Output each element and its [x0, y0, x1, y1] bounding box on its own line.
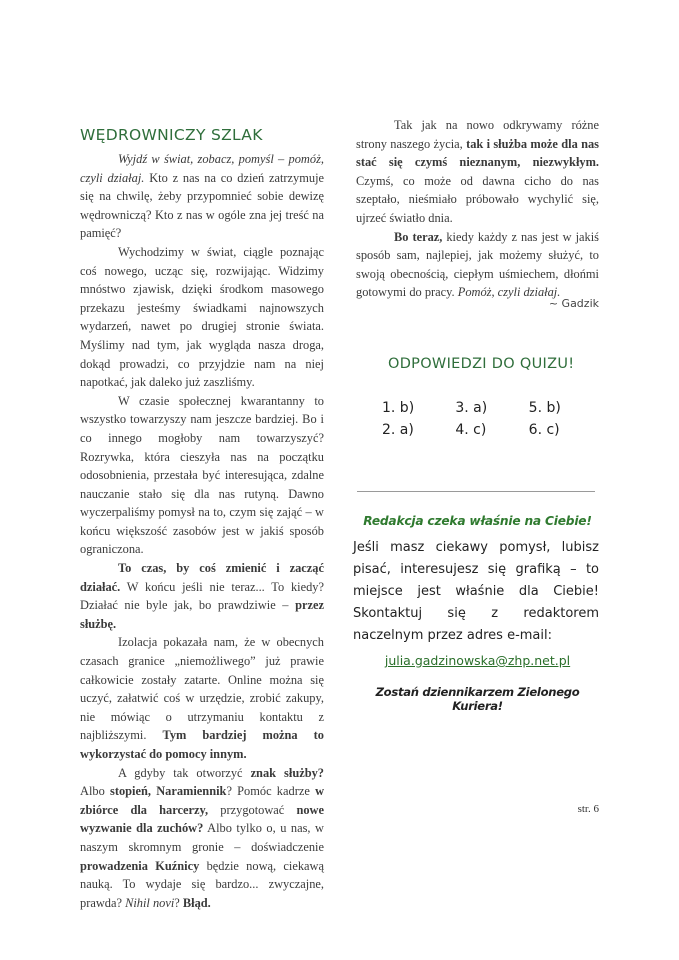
article-paragraph: W czasie społecznej kwarantanny to wszystko towarzyszy nam jeszcze bardziej. Bo i co innego mogłoby nam towarzyszyć? Rozrywka, która cieszyła nas na początku odosobnienia, przestała być interesująca, zdalne nauczanie stało się dla nas rutyną. Dawno wyczerpaliśmy pomysł na to, czym się zająć – w końcu większość zasobów jest w jakiś sposób ograniczona.: [80, 393, 324, 557]
quiz-answer: 3. a): [455, 400, 488, 416]
article-paragraph: A gdyby tak otworzyć znak służby? Albo stopień, Naramiennik? Pomóc kadrze w zbiórce dla harcerzy, przygotować nowe wyzwanie dla zuchów? Albo tylko o, u nas, w naszym skromnym gronie – doświadczenie prowadzenia Kuźnicy będzie nową, ciekawą nauką. To wydaje się bardzo... zwyczajne, prawda? Nihil novi? Błąd.: [80, 765, 325, 910]
article-right-column: [356, 116, 599, 302]
promo-body: Jeśli masz ciekawy pomysł, lubisz pisać, interesujesz się grafiką – to miejsce jest właśnie dla Ciebie! Skontaktuj się z redaktorem naczelnym przez adres e-mail:: [353, 540, 599, 643]
article-paragraph: Bo teraz, kiedy każdy z nas jest w jakiś sposób sam, najlepiej, jak możemy służyć, to swoją obecnością, ciepłym uśmiechem, dłońmi gotowymi do pracy. Pomóż, czyli działaj.: [356, 229, 599, 300]
quiz-answer: 2. a): [382, 422, 414, 438]
promo-title: Redakcja czeka właśnie na Ciebie!: [363, 514, 592, 528]
article-left-column: [80, 150, 324, 912]
section-divider: [357, 491, 595, 492]
quiz-answers: [372, 400, 592, 438]
author-signature: ~ Gadzik: [548, 297, 599, 310]
article-paragraph: Wychodzimy w świat, ciągle poznając coś nowego, ucząc się, rozwijając. Widzimy mnóstwo zjawisk, dzięki środkom masowego przekazu jesteśmy świadkami najnowszych wydarzeń, nawet po drugiej stronie świata. Myślimy nad tym, jak wygląda nasza droga, dokąd prowadzi, co przyjdzie nam na niej napotkać, jak daleko już zaszliśmy.: [80, 244, 324, 390]
article-paragraph: Tak jak na nowo odkrywamy różne strony naszego życia, tak i służba może dla nas stać się czymś nieznanym, niezwykłym. Czymś, co może od dawna cicho do nas szeptało, nieśmiało próbowało wychylić się, ujrzeć światło dnia.: [356, 118, 599, 225]
article-paragraph: Wyjdź w świat, zobacz, pomyśl – pomóż, czyli działaj. Kto z nas na co dzień zatrzymuje się na chwilę, żeby przypomnieć sobie dewizę wędrowniczą? Kto z nas w ogóle zna jej treść na pamięć?: [80, 152, 325, 241]
email-link[interactable]: julia.gadzinowska@zhp.net.pl: [384, 653, 571, 668]
article-title: WĘDROWNICZY SZLAK: [80, 126, 263, 144]
quiz-answer: 5. b): [528, 400, 561, 416]
quiz-answer: 4. c): [455, 422, 487, 438]
quiz-title: ODPOWIEDZI DO QUIZU!: [388, 356, 575, 372]
article-paragraph: Izolacja pokazała nam, że w obecnych czasach granice „niemożliwego” już prawie całkowicie zostały zatarte. Online można się uczyć, załatwić coś w urzędzie, zrobić zakupy, nie mówiąc o utrzymaniu kontaktu z najbliższymi. Tym bardziej można to wykorzystać do pomocy innym.: [80, 635, 325, 761]
page-number: str. 6: [577, 803, 599, 815]
quiz-answer: 1. b): [382, 400, 415, 416]
promo-footer: Zostań dziennikarzem Zielonego Kuriera!: [375, 685, 580, 713]
quiz-answer: 6. c): [528, 422, 560, 438]
motto-italic: Wyjdź w świat, zobacz, pomyśl – pomóż, czyli działaj.: [80, 152, 324, 185]
article-paragraph: To czas, by coś zmienić i zacząć działać. W końcu jeśli nie teraz... To kiedy? Działać nie byle jak, bo prawdziwie – przez służbę.: [80, 561, 324, 631]
